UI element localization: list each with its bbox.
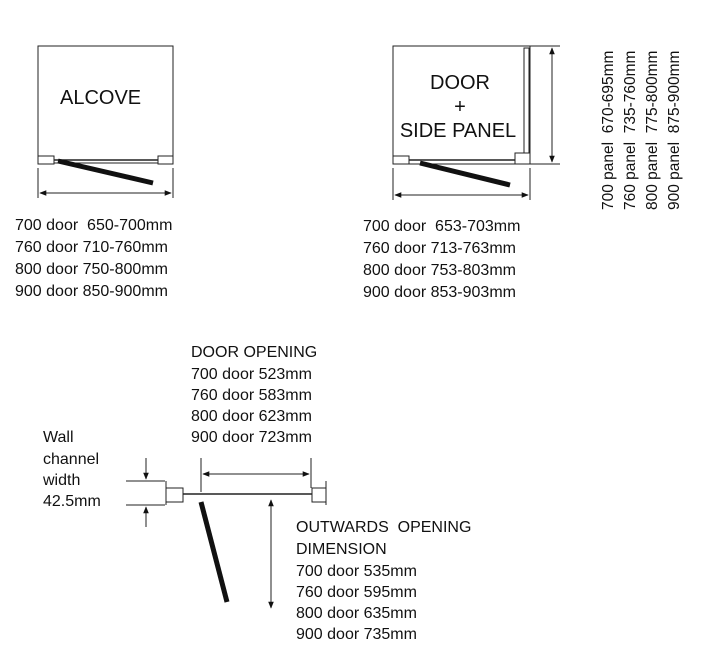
door-opening-800: 800 door 623mm xyxy=(191,408,312,425)
plan-right-channel xyxy=(312,488,326,502)
dsp-size-700: 700 door 653-703mm xyxy=(363,218,521,235)
outwards-opening-title-1: OUTWARDS OPENING xyxy=(296,519,472,536)
wall-channel-label xyxy=(42,429,101,510)
alcove-left-channel xyxy=(38,156,54,164)
wall-channel-line-4: 42.5mm xyxy=(43,493,101,510)
panel-size-760: 760 panel 735-760mm xyxy=(622,50,639,210)
panel-size-list xyxy=(600,51,683,210)
dsp-size-760: 760 door 713-763mm xyxy=(363,240,516,257)
wall-channel-line-2: channel xyxy=(43,451,100,468)
door-side-panel-title-1: DOOR xyxy=(430,72,490,94)
alcove-title: ALCOVE xyxy=(60,87,142,109)
alcove-size-800: 800 door 750-800mm xyxy=(15,261,168,278)
alcove-right-channel xyxy=(158,156,173,164)
door-opening-700: 700 door 523mm xyxy=(191,366,312,383)
door-side-panel-title-3: SIDE PANEL xyxy=(399,120,517,142)
door-opening-size-list xyxy=(191,344,317,446)
alcove-size-760: 760 door 710-760mm xyxy=(15,239,168,256)
panel-size-700: 700 panel 670-695mm xyxy=(600,50,617,210)
alcove-size-900: 900 door 850-900mm xyxy=(15,283,168,300)
outwards-opening-700: 700 door 535mm xyxy=(296,563,417,580)
outwards-opening-title-2: DIMENSION xyxy=(296,541,387,558)
dsp-left-channel xyxy=(393,156,409,164)
door-side-panel-title-2: + xyxy=(454,96,466,118)
door-opening-900: 900 door 723mm xyxy=(191,429,312,446)
outwards-opening-size-list xyxy=(296,519,471,643)
panel-size-900: 900 panel 875-900mm xyxy=(666,50,683,210)
door-side-panel-diagram xyxy=(393,46,560,200)
alcove-size-700: 700 door 650-700mm xyxy=(15,217,173,234)
outwards-opening-800: 800 door 635mm xyxy=(296,605,417,622)
panel-size-800: 800 panel 775-800mm xyxy=(644,50,661,210)
dsp-size-800: 800 door 753-803mm xyxy=(363,262,516,279)
outwards-opening-760: 760 door 595mm xyxy=(296,584,417,601)
plan-open-door-leaf xyxy=(201,502,227,602)
dsp-right-channel xyxy=(515,153,530,164)
outwards-opening-900: 900 door 735mm xyxy=(296,626,417,643)
door-opening-title: DOOR OPENING xyxy=(191,344,318,361)
side-panel xyxy=(524,48,529,158)
alcove-diagram xyxy=(38,46,173,198)
door-side-panel-size-list xyxy=(363,218,520,301)
alcove-size-list xyxy=(15,217,172,300)
door-opening-760: 760 door 583mm xyxy=(191,387,312,404)
wall-channel-line-1: Wall xyxy=(43,429,74,446)
wall-channel-line-3: width xyxy=(43,472,81,489)
alcove-door-leaf xyxy=(58,161,153,183)
plan-left-channel xyxy=(166,488,183,502)
dsp-door-leaf xyxy=(420,163,510,185)
dsp-size-900: 900 door 853-903mm xyxy=(363,284,516,301)
